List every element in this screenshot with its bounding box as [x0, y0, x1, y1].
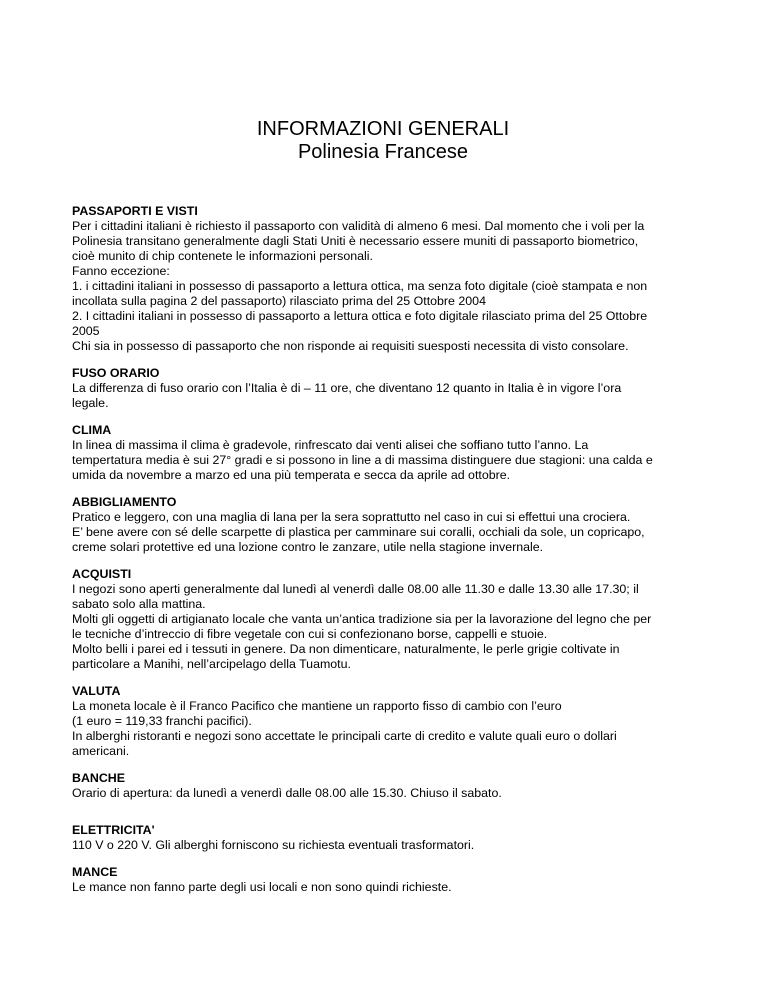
section-line: E’ bene avere con sé delle scarpette di plastica per camminare sui coralli, occhiali da sole, un copricapo,	[72, 525, 645, 539]
title-block	[72, 0, 694, 164]
section-line: tempertatura media è sui 27° gradi e si possono in line a di massima distinguere due stagioni: una calda e	[72, 453, 653, 467]
section-passaporti-e-visti	[72, 204, 694, 354]
section-line: Le mance non fanno parte degli usi locali e non sono quindi richieste.	[72, 880, 452, 894]
section-line: Per i cittadini italiani è richiesto il passaporto con validità di almeno 6 mesi. Dal momento che i voli per la	[72, 219, 645, 233]
section-line: 2005	[72, 324, 100, 338]
section-heading: VALUTA	[72, 684, 121, 698]
section-heading: FUSO ORARIO	[72, 366, 160, 380]
section-line: In alberghi ristoranti e negozi sono accettate le principali carte di credito e valute quali euro o dollari	[72, 729, 617, 743]
section-line: Fanno eccezione:	[72, 264, 170, 278]
section-banche	[72, 771, 694, 801]
section-line: umida da novembre a marzo ed una più temperata e secca da aprile ad ottobre.	[72, 468, 511, 482]
section-mance	[72, 865, 694, 895]
section-line: 110 V o 220 V. Gli alberghi forniscono su richiesta eventuali trasformatori.	[72, 838, 475, 852]
section-heading: ACQUISTI	[72, 567, 132, 581]
section-line: Orario di apertura: da lunedì a venerdì dalle 08.00 alle 15.30. Chiuso il sabato.	[72, 786, 502, 800]
section-heading: PASSAPORTI E VISTI	[72, 204, 198, 218]
section-line: Molto belli i parei ed i tessuti in genere. Da non dimenticare, naturalmente, le perle grigie coltivate in	[72, 642, 620, 656]
section-line: In linea di massima il clima è gradevole, rinfrescato dai venti alisei che soffiano tutto l’anno. La	[72, 438, 589, 452]
section-heading: ELETTRICITA'	[72, 823, 155, 837]
section-heading: CLIMA	[72, 423, 112, 437]
section-heading: MANCE	[72, 865, 118, 879]
section-line: (1 euro = 119,33 franchi pacifici).	[72, 714, 252, 728]
section-line: legale.	[72, 396, 109, 410]
section-line: Pratico e leggero, con una maglia di lana per la sera soprattutto nel caso in cui si effettui una crociera.	[72, 510, 631, 524]
section-line: particolare a Manihi, nell’arcipelago della Tuamotu.	[72, 657, 351, 671]
section-line: Molti gli oggetti di artigianato locale che vanta un’antica tradizione sia per la lavorazione del legno che per	[72, 612, 652, 626]
section-line: La moneta locale è il Franco Pacifico che mantiene un rapporto fisso di cambio con l’euro	[72, 699, 562, 713]
section-line: incollata sulla pagina 2 del passaporto) rilasciato prima del 25 Ottobre 2004	[72, 294, 486, 308]
section-line: Chi sia in possesso di passaporto che non risponde ai requisiti suesposti necessita di visto consolare.	[72, 339, 629, 353]
section-heading: BANCHE	[72, 771, 126, 785]
section-line: I negozi sono aperti generalmente dal lunedì al venerdì dalle 08.00 alle 11.30 e dalle 13.30 alle 17.30; il	[72, 582, 639, 596]
section-line: le tecniche d’intreccio di fibre vegetale con cui si confezionano borse, cappelli e stuoie.	[72, 627, 548, 641]
section-heading: ABBIGLIAMENTO	[72, 495, 177, 509]
section-line: Polinesia transitano generalmente dagli Stati Uniti è necessario essere muniti di passaporto biometrico,	[72, 234, 639, 248]
section-valuta	[72, 684, 694, 759]
section-line: americani.	[72, 744, 130, 758]
section-clima	[72, 423, 694, 483]
section-acquisti	[72, 567, 694, 672]
document-subtitle: Polinesia Francese	[297, 141, 469, 163]
section-line: creme solari protettive ed una lozione contro le zanzare, utile nella stagione invernale.	[72, 540, 544, 554]
section-elettricita	[72, 823, 694, 853]
document-title: INFORMAZIONI GENERALI	[256, 118, 510, 140]
section-fuso-orario	[72, 366, 694, 411]
section-line: 1. i cittadini italiani in possesso di passaporto a lettura ottica, ma senza foto digitale (cioè stampata e non	[72, 279, 648, 293]
section-line: cioè munito di chip contenete le informazioni personali.	[72, 249, 373, 263]
section-abbigliamento	[72, 495, 694, 555]
section-line: 2. I cittadini italiani in possesso di passaporto a lettura ottica e foto digitale rilasciato prima del 25 Ottobre	[72, 309, 648, 323]
section-line: sabato solo alla mattina.	[72, 597, 206, 611]
section-line: La differenza di fuso orario con l’Italia è di – 11 ore, che diventano 12 quanto in Italia è in vigore l’ora	[72, 381, 622, 395]
